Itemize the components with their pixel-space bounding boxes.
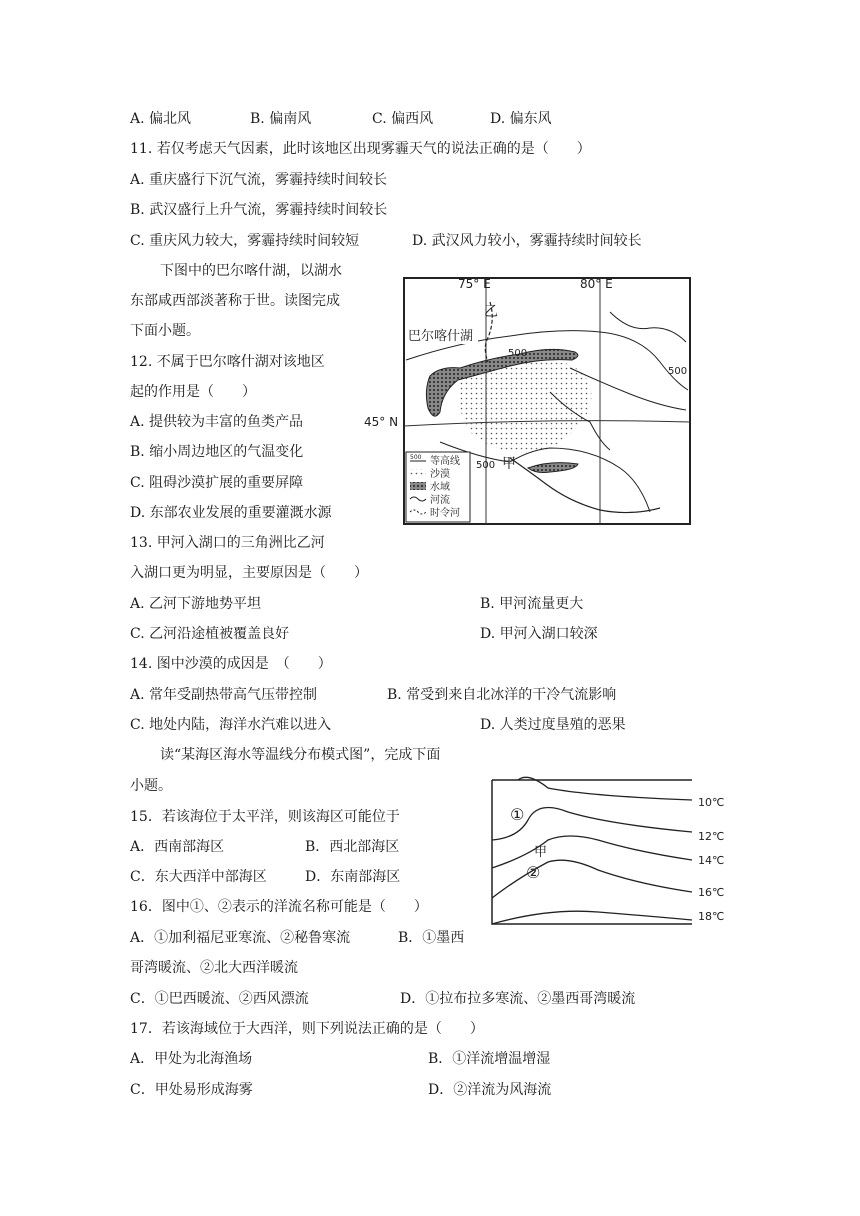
q14-option-a: A. 常年受副热带高气压带控制 [130,687,318,703]
lon-label-75e: 75° E [458,277,491,291]
q16-option-a: A．①加利福尼亚寒流、②秘鲁寒流 [130,930,351,946]
q17-option-a: A．甲处为北海渔场 [130,1051,253,1067]
intro1-line2: 东部咸西部淡著称于世。读图完成 [130,293,340,309]
q11-option-b: B. 武汉盛行上升气流，雾霾持续时间较长 [130,202,388,218]
q12-option-c: C. 阻碍沙漠扩展的重要屏障 [130,475,304,491]
q17-option-b: B．①洋流增温增湿 [428,1051,551,1067]
q11-option-a: A. 重庆盛行下沉气流，雾霾持续时间较长 [130,172,388,188]
isotherm-18c [492,911,692,924]
q12-option-d: D. 东部农业发展的重要灌溉水源 [130,505,332,521]
contour-label: 500 [668,366,688,377]
intro1-line3: 下面小题。 [130,323,200,339]
q10-option-c: C. 偏西风 [372,111,434,127]
river-label-yi: 乙 [484,304,498,320]
q10-option-d: D. 偏东风 [490,111,552,127]
q17-stem: 17．若该海域位于大西洋，则下列说法正确的是（ ） [130,1021,484,1037]
q16-stem: 16．图中①、②表示的洋流名称可能是（ ） [130,899,428,915]
q12-option-b: B. 缩小周边地区的气温变化 [130,444,304,460]
legend-contour-value: 500 [410,454,422,461]
isotherm-label-18c: 18℃ [698,910,725,923]
legend-desert: 沙漠 [430,469,450,480]
q12-stem-line2: 起的作用是（ ） [130,384,256,400]
q15-option-b: B．西北部海区 [305,839,400,855]
current-label-1: ① [510,805,525,824]
lon-label-80e: 80° E [580,277,613,291]
legend-water: 水域 [430,482,450,493]
q17-option-c: C．甲处易形成海雾 [130,1082,253,1098]
balkhash-lake-map [364,272,696,528]
intro2-line2: 小题。 [130,778,172,794]
intro2-line1: 读“某海区海水等温线分布模式图”，完成下面 [160,747,441,763]
legend-contour: 等高线 [430,456,460,467]
q15-option-a: A．西南部海区 [130,839,225,855]
q11-option-d: D. 武汉风力较小，雾霾持续时间较长 [412,233,642,249]
point-label-jia: 甲 [534,845,548,860]
q12-option-a: A. 提供较为丰富的鱼类产品 [130,414,304,430]
contour-label: 500 [508,348,528,359]
q13-option-d: D. 甲河入湖口较深 [480,626,598,642]
q10-option-a: A. 偏北风 [130,111,192,127]
q16-option-b-start: B．①墨西 [398,930,465,946]
lat-label-45n: 45° N [364,415,399,429]
isotherm-label-10c: 10℃ [698,796,725,809]
legend-river: 河流 [430,495,450,506]
diagram-frame [492,780,692,924]
q13-option-c: C. 乙河沿途植被覆盖良好 [130,626,290,642]
q15-option-d: D．东南部海区 [305,869,401,885]
current-label-2: ② [526,863,541,882]
legend-water-symbol [410,482,426,490]
intro1-line1: 下图中的巴尔喀什湖，以湖水 [160,263,342,279]
isotherm-label-14c: 14℃ [698,854,725,867]
lake-label: 巴尔喀什湖 [408,329,474,344]
isotherm-label-16c: 16℃ [698,886,725,899]
legend-seasonal-river: 时令河 [430,508,460,519]
legend-desert-symbol [410,469,426,477]
isotherm-label-12c: 12℃ [698,830,725,843]
isotherm-16c [492,860,692,898]
q16-option-b-cont: 哥湾暖流、②北大西洋暖流 [130,960,298,976]
isotherm-14c [492,836,692,868]
isotherm-diagram [488,774,734,930]
q13-stem-line1: 13. 甲河入湖口的三角洲比乙河 [130,535,325,551]
q16-option-d: D．①拉布拉多寒流、②墨西哥湾暖流 [400,991,636,1007]
q13-stem-line2: 入湖口更为明显，主要原因是（ ） [130,565,368,581]
q11-option-c: C. 重庆风力较大，雾霾持续时间较短 [130,233,360,249]
q16-option-c: C．①巴西暖流、②西风漂流 [130,991,309,1007]
q13-option-a: A. 乙河下游地势平坦 [130,596,262,612]
river-label-jia: 甲 [502,456,516,472]
q13-option-b: B. 甲河流量更大 [480,596,584,612]
q14-option-c: C. 地处内陆，海洋水汽难以进入 [130,717,332,733]
contour-label: 500 [476,460,496,471]
q15-option-c: C．东大西洋中部海区 [130,869,267,885]
q10-option-b: B. 偏南风 [250,111,312,127]
q17-option-d: D．②洋流为风海流 [428,1082,552,1098]
q14-option-b: B. 常受到来自北冰洋的干冷气流影响 [387,687,617,703]
q14-option-d: D. 人类过度垦殖的恶果 [480,717,626,733]
q12-stem-line1: 12. 不属于巴尔喀什湖对该地区 [130,354,325,370]
q15-stem: 15．若该海位于太平洋，则该海区可能位于 [130,809,400,825]
q11-stem: 11. 若仅考虑天气因素，此时该地区出现雾霾天气的说法正确的是（ ） [130,141,591,157]
q14-stem: 14. 图中沙漠的成因是 （ ） [130,656,332,672]
